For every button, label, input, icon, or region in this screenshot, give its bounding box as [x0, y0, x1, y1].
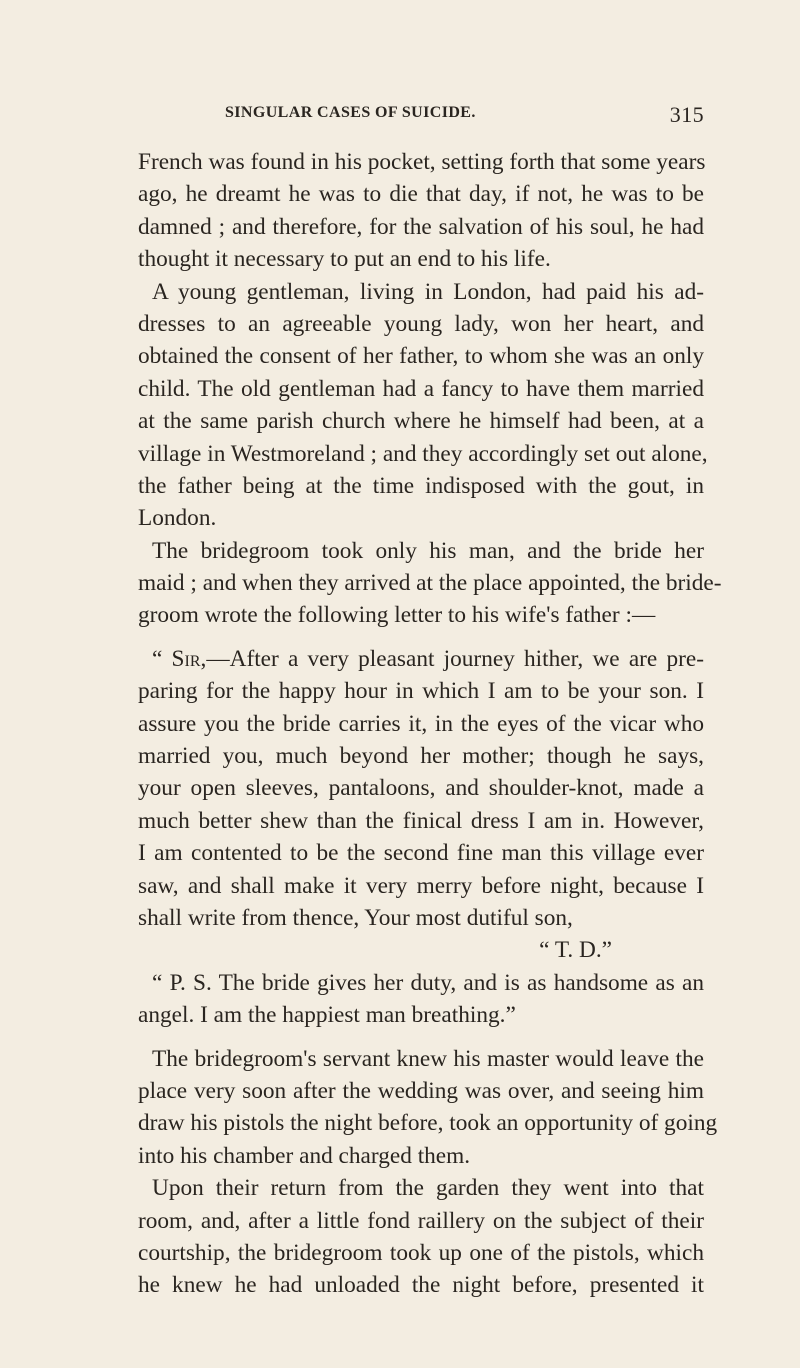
text-line: much better shew than the finical dress I am in. However, [138, 807, 704, 834]
paragraph-2 [138, 276, 708, 535]
text-line: The bridegroom took only his man, and the bride her [152, 537, 704, 564]
paragraph-3 [138, 535, 722, 632]
text-line: The bridegroom's servant knew his master would leave the [152, 1045, 704, 1072]
text-line: draw his pistols the night before, took an opportunity of going [138, 1110, 718, 1137]
text-line: room, and, after a little fond raillery on the subject of their [138, 1207, 704, 1234]
text-line: angel. I am the happiest man breathing.” [138, 1002, 516, 1029]
letter-salutation: Sir, [171, 645, 207, 672]
text-line: French was found in his pocket, setting forth that some years [138, 149, 706, 175]
text-line: your open sleeves, pantaloons, and shoulder-knot, made a [138, 775, 704, 802]
text-line: village in Westmoreland ; and they accordingly set out alone, [138, 440, 708, 467]
text-line: courtship, the bridegroom took up one of the pistols, which [138, 1239, 704, 1266]
letter-signature: “ T. D.” [539, 937, 612, 964]
text-line: London. [138, 505, 217, 532]
text-line: married you, much beyond her mother; though he says, [138, 743, 704, 770]
text-line: saw, and shall make it very merry before night, because I [138, 872, 704, 899]
paragraph-1 [138, 146, 704, 276]
text-line: shall write from thence, Your most dutiful son, [138, 904, 573, 931]
text-line: child. The old gentleman had a fancy to have them married [138, 375, 704, 402]
text-line: the father being at the time indisposed with the gout, in [138, 472, 704, 499]
text-line: at the same parish church where he himself had been, at a [138, 408, 704, 435]
page-number: 315 [669, 102, 704, 127]
letter [138, 643, 704, 1032]
text-line [138, 643, 704, 675]
text-line: “ P. S. The bride gives her duty, and is as handsome as an [152, 969, 704, 996]
text-line: paring for the happy hour in which I am to be your son. I [138, 678, 704, 705]
text-line: place very soon after the wedding was over, and seeing him [138, 1077, 704, 1104]
text-line: dresses to an agreeable young lady, won her heart, and [138, 310, 704, 337]
paragraph-5 [138, 1172, 704, 1302]
text-line: Upon their return from the garden they went into that [152, 1175, 704, 1202]
text-line: groom wrote the following letter to his wife's father :— [138, 602, 656, 629]
text-line: maid ; and when they arrived at the place appointed, the bride- [138, 570, 722, 597]
body-text [138, 146, 722, 1302]
paragraph-4 [138, 1043, 718, 1173]
text-line: obtained the consent of her father, to whom she was an only [138, 343, 704, 370]
text-line: A young gentleman, living in London, had paid his ad- [152, 278, 704, 305]
text-line: he knew he had unloaded the night before, presented it [138, 1272, 704, 1299]
text-line: I am contented to be the second fine man this village ever [138, 840, 704, 867]
quote-open: “ [152, 645, 172, 672]
text-line: thought it necessary to put an end to his life. [138, 246, 551, 273]
text-line: ago, he dreamt he was to die that day, if not, he was to be [138, 181, 704, 208]
letter-line-rest: —After a very pleasant journey hither, we are pre- [206, 645, 704, 672]
text-line: assure you the bride carries it, in the eyes of the vicar who [138, 710, 704, 737]
text-line: into his chamber and charged them. [138, 1142, 471, 1169]
text-line: damned ; and therefore, for the salvation of his soul, he had [138, 213, 704, 240]
running-title: SINGULAR CASES OF SUICIDE. [225, 104, 476, 121]
